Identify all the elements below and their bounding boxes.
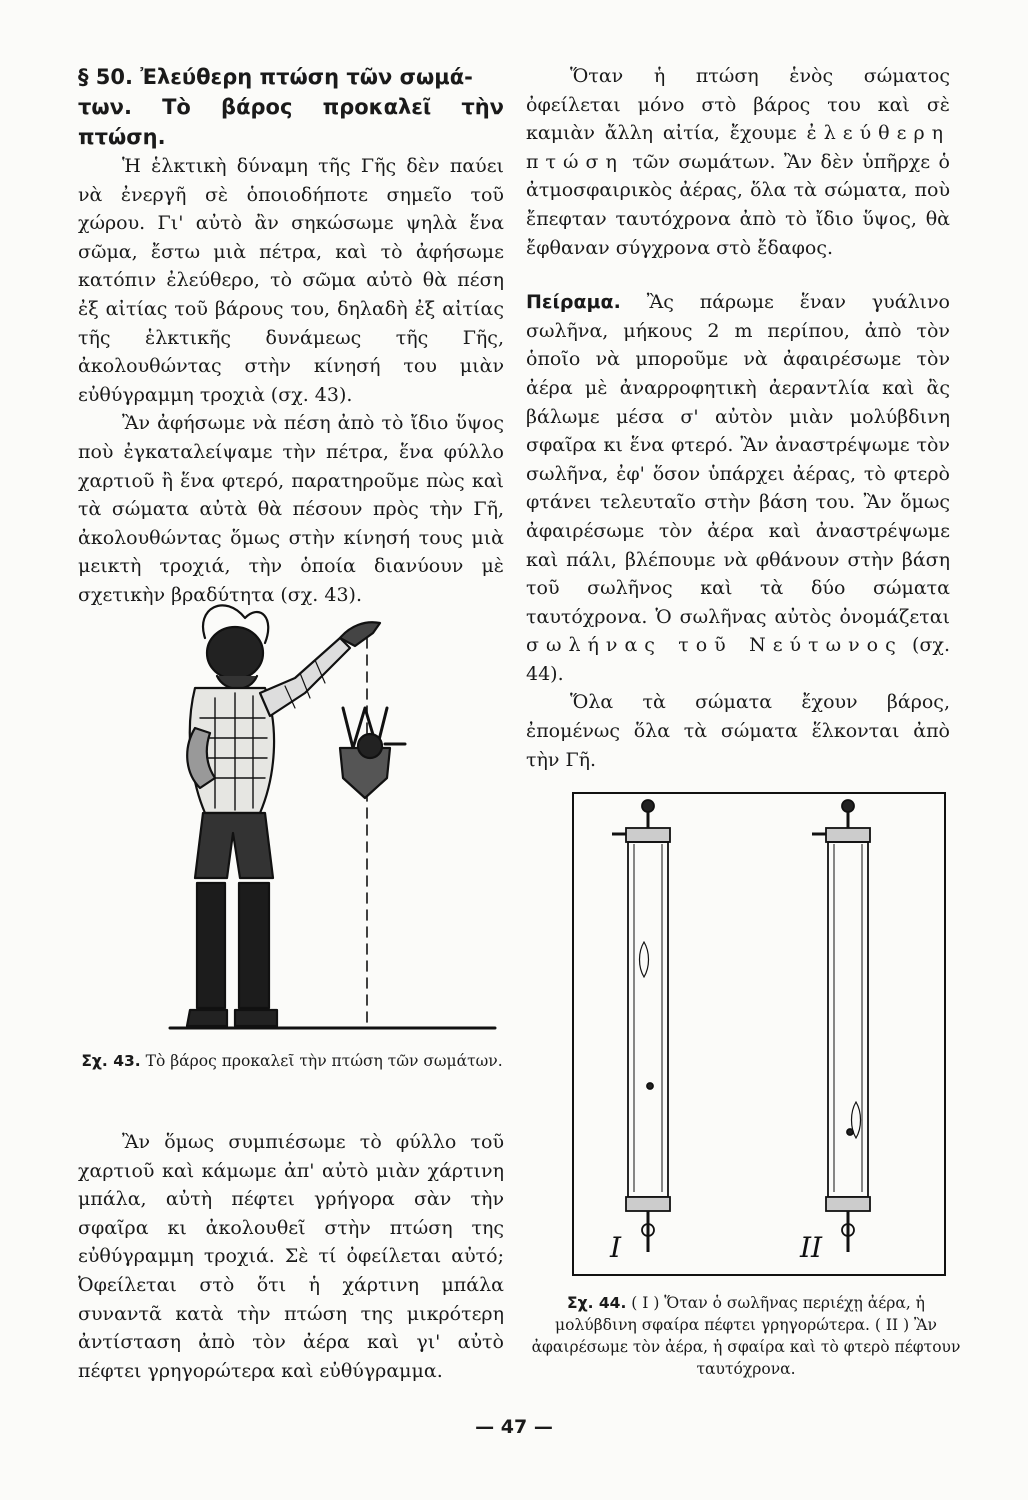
paragraph-conclusion: Ὅλα τὰ σώματα ἔχουν βάρος, ἐπομένως ὅλα τὰ σώματα ἕλκονται ἀπὸ τὴν Γῆ. bbox=[526, 691, 950, 771]
section-title-line1: § 50. Ἐλεύθερη πτώση τῶν σωμά- bbox=[78, 65, 473, 89]
tube-1 bbox=[612, 800, 670, 1252]
tube-label-1: I bbox=[610, 1231, 622, 1264]
free-fall-text-b: τῶν σωμάτων. Ἂν δὲν ὑπῆρχε ὁ ἀτμοσφαιρικὸς ἀέρας, ὅλα τὰ σώματα, ποὺ ἔπεφταν ταυτόχρονα ἀπὸ τὸ ἴδιο ὕψος, θὰ ἔφθαναν σύγχρονα στὸ ἔδαφος. bbox=[526, 150, 950, 259]
tube-2 bbox=[812, 800, 870, 1252]
free-fall-text-a: Ὅταν ἡ πτώση ἑνὸς σώματος ὀφείλεται μόνο στὸ βάρος του καὶ σὲ καμιὰν ἄλλη αἰτία, ἔχουμε bbox=[526, 65, 950, 145]
paragraph-experiment bbox=[526, 288, 950, 688]
term-free-fall: ἐλεύθερη πτώση bbox=[526, 122, 950, 173]
experiment-text-a: Ἂς πάρωμε ἕναν γυάλινο σωλῆνα, μήκους 2 m περίπου, ἀπὸ τὸν ὁποῖο νὰ μποροῦμε νὰ ἀφαιρέσωμε τὸν ἀέρα μὲ ἀναρροφητικὴ ἀεραντλία καὶ ἂς βάλωμε μέσα σ' αὐτὸν μιὰν μολύβδινη σφαῖρα κι ἕνα φτερό. Ἂν ἀναστρέψωμε τὸν σωλῆνα, ἐφ' ὅσον ὑπάρχει ἀέρας, τὸ φτερὸ φτάνει τελευταῖο στὴν βάση του. Ἂν ὅμως ἀφαιρέσωμε τὸν ἀέρα καὶ ἀναστρέψωμε καὶ πάλι, βλέπουμε νὰ φθάνουν στὴν βάση τοῦ σωλῆνος καὶ τὰ δύο σώματα ταυτόχρονα. Ὁ σωλῆνας αὐτὸς ὀνομάζεται bbox=[526, 291, 950, 628]
paragraph-paper-feather: Ἂν ἀφήσωμε νὰ πέση ἀπὸ τὸ ἴδιο ὕψος ποὺ ἐγκαταλείψαμε τὴν πέτρα, ἕνα φύλλο χαρτιοῦ ἢ ἕνα φτερό, παρατηροῦμε πὼς καὶ τὰ σώματα αὐτὰ θὰ πέσουν πρὸς τὴν Γῆ, ἀκολουθώντας ὅμως στὴν κίνησή τους μιὰ μεικτὴ τροχιά, τὴν ὁποία διανύουν μὲ σχετικὴν βραδύτητα (σχ. 43). bbox=[78, 412, 504, 606]
caption-figure-43 bbox=[76, 1050, 508, 1072]
right-column bbox=[526, 62, 950, 774]
paragraph-free-fall bbox=[526, 62, 950, 262]
caption-44-label: Σχ. 44. bbox=[567, 1294, 627, 1312]
experiment-text-b: (σχ. 44). bbox=[526, 634, 950, 685]
term-newton-tube: σωλήνας τοῦ Νεύτωνος bbox=[526, 634, 903, 657]
caption-44-text: ( I ) Ὅταν ὁ σωλῆνας περιέχῃ ἀέρα, ἡ μολύβδινη σφαίρα πέφτει γρηγορώτερα. ( II ) Ἂν ἀφαιρέσωμε τὸν ἀέρα, ἡ σφαίρα καὶ τὸ φτερὸ πέφτουν ταυτόχρονα. bbox=[531, 1294, 961, 1378]
figure-43-falling-body bbox=[165, 598, 510, 1033]
left-column bbox=[78, 62, 504, 610]
experiment-label: Πείραμα. bbox=[526, 291, 621, 314]
figure-44-newton-tube bbox=[572, 792, 946, 1276]
page-number: — 47 — bbox=[475, 1416, 553, 1438]
caption-43-label: Σχ. 43. bbox=[81, 1052, 141, 1070]
section-title bbox=[78, 62, 504, 152]
paragraph-gravity: Ἡ ἑλκτικὴ δύναμη τῆς Γῆς δὲν παύει νὰ ἐνεργῆ σὲ ὁποιοδήποτε σημεῖο τοῦ χώρου. Γι' αὐτὸ ἂν σηκώσωμε ψηλὰ ἕνα σῶμα, ἔστω μιὰ πέτρα, καὶ τὸ ἀφήσωμε κατόπιν ἐλεύθερο, τὸ σῶμα αὐτὸ θὰ πέση ἐξ αἰτίας τοῦ βάρους του, δηλαδὴ ἐξ αἰτίας τῆς ἑλκτικῆς δυνάμεως τῆς Γῆς, ἀκολουθώντας στὴν κίνησή του μιὰν εὐθύγραμμη τροχιὰ (σχ. 43). bbox=[78, 155, 504, 406]
tube-label-2: II bbox=[800, 1231, 823, 1264]
caption-43-text: Τὸ βάρος προκαλεῖ τὴν πτώση τῶν σωμάτων. bbox=[145, 1052, 503, 1070]
section-title-line2: των. Τὸ βάρος προκαλεῖ τὴν πτώση. bbox=[78, 95, 504, 149]
paragraph-paper-ball: Ἂν ὅμως συμπιέσωμε τὸ φύλλο τοῦ χαρτιοῦ καὶ κάμωμε ἀπ' αὐτὸ μιὰν χάρτινη μπάλα, αὐτὴ πέφτει γρήγορα σὰν τὴν σφαῖρα κι ἀκολουθεῖ στὴν πτώση της εὐθύγραμμη τροχιά. Σὲ τί ὀφείλεται αὐτό; Ὀφείλεται στὸ ὅτι ἡ χάρτινη μπάλα συναντᾶ κατὰ τὴν πτώση της μικρότερη ἀντίσταση ἀπὸ τὸν ἀέρα καὶ γι' αὐτὸ πέφτει γρηγορώτερα καὶ εὐθύγραμμα. bbox=[78, 1131, 504, 1382]
caption-figure-44 bbox=[526, 1292, 966, 1380]
